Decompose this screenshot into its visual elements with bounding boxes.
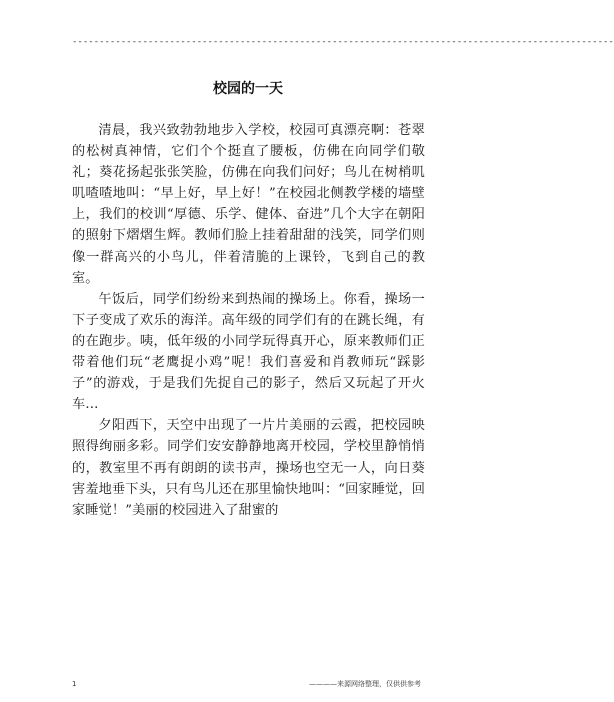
paragraph-noon: 午饭后，同学们纷纷来到热闹的操场上。你看，操场一下子变成了欢乐的海洋。高年级的同学们有的在跳长绳，有的在跑步。咦，低年级的小同学玩得真开心，原来教师们正带着他们玩“老鹰捉小鸡”呢！我们喜爱和肖教师玩“踩影子”的游戏，于是我们先捉自己的影子，然后又玩起了开火车… <box>72 291 425 413</box>
article-title: 校园的一天 <box>213 81 283 97</box>
page-footer <box>72 677 425 691</box>
page-number: 1 <box>72 680 77 688</box>
paragraph-morning: 清晨，我兴致勃勃地步入学校，校园可真漂亮啊：苍翠的松树真神情，它们个个挺直了腰板，仿佛在向同学们敬礼；葵花扬起张张笑脸，仿佛在向我们问好；鸟儿在树梢叽叽喳喳地叫：“早上好，早上好！”在校园北侧教学楼的墙壁上，我们的校训“厚德、乐学、健体、奋进”几个大字在朝阳的照射下熠熠生辉。教师们脸上挂着甜甜的浅笑，同学们则像一群高兴的小鸟儿，伴着清脆的上课铃，飞到自己的教室。 <box>72 123 425 286</box>
paragraph-evening: 夕阳西下，天空中出现了一片片美丽的云霞，把校园映照得绚丽多彩。同学们安安静静地离开校园，学校里静悄悄的，教室里不再有朗朗的读书声，操场也空无一人，向日葵害羞地垂下头，只有鸟儿还在那里愉快地叫：“回家睡觉，回家睡觉！”美丽的校园进入了甜蜜的 <box>72 418 425 518</box>
source-note: ————来源网络整理，仅供供参考 <box>309 680 421 688</box>
article-body <box>72 120 425 521</box>
header-dashed-rule: ---------------------------------------------------------------------------------------------------- <box>72 37 614 47</box>
